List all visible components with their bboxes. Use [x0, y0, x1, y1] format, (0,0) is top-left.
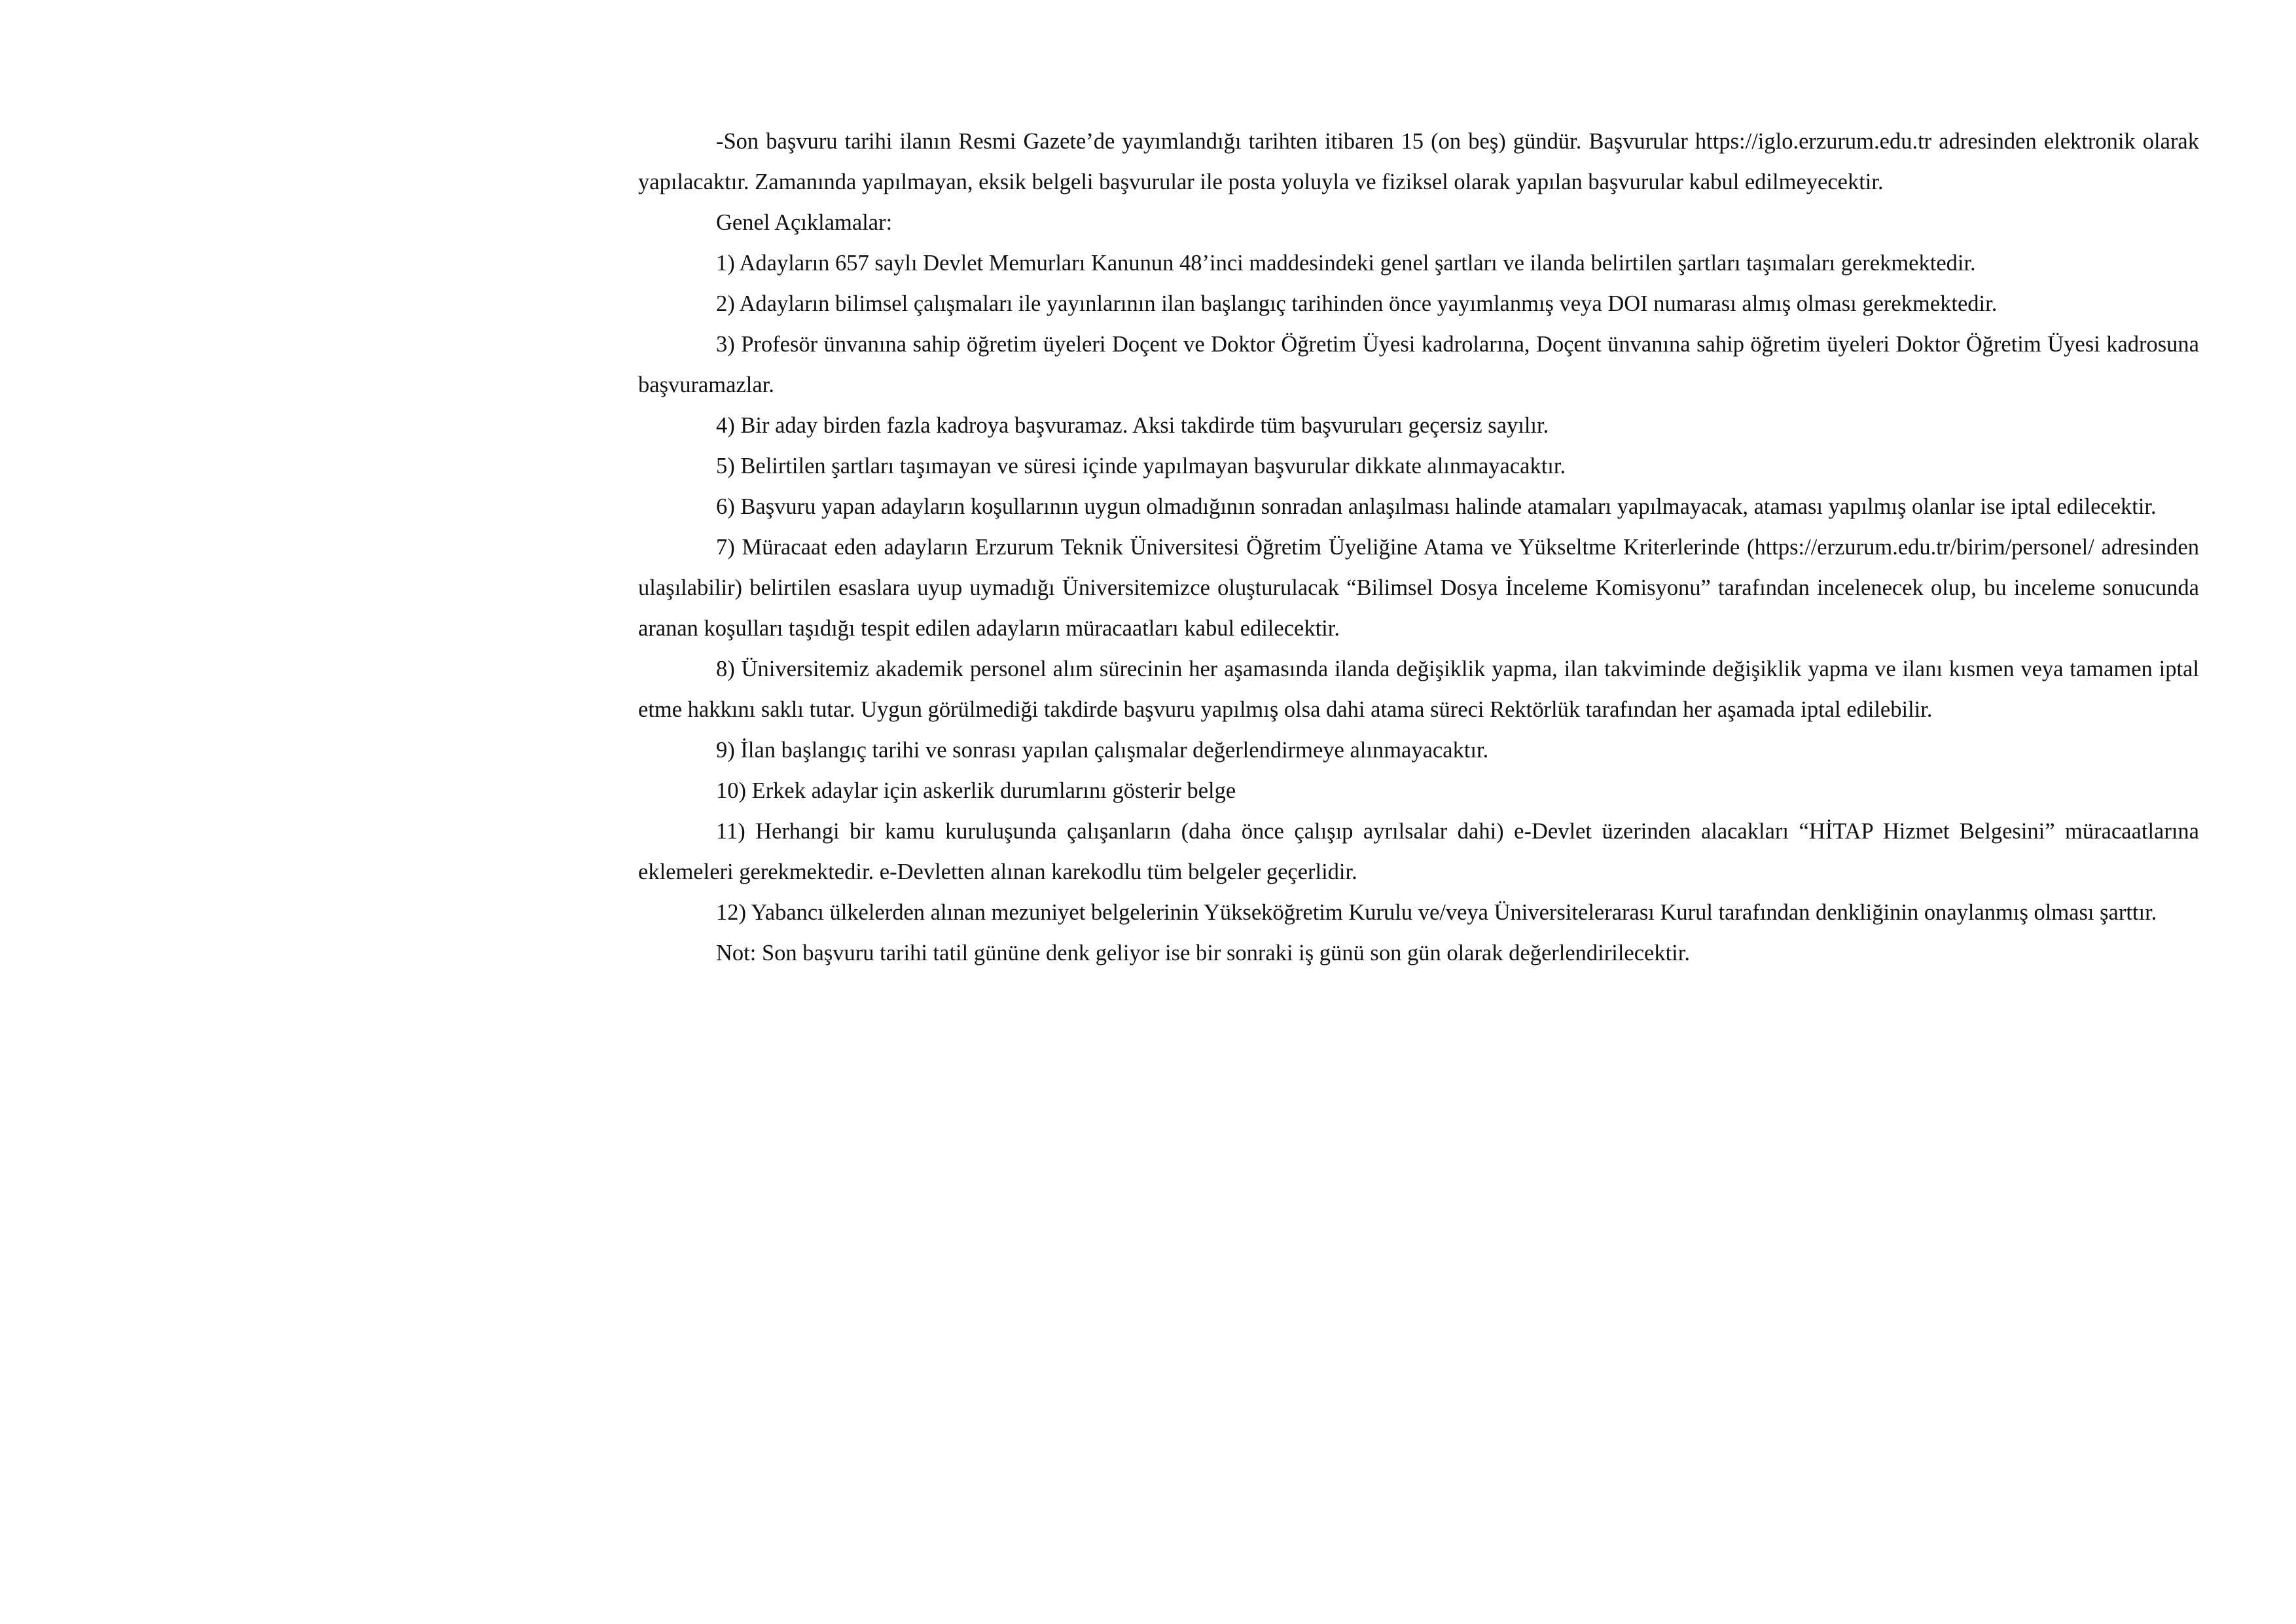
paragraph-deadline: -Son başvuru tarihi ilanın Resmi Gazete’de yayımlandığı tarihten itibaren 15 (on beş) gündür. Başvurular https://iglo.erzurum.edu.tr adresinden elektronik olarak yapılacaktır. Zamanında yapılmayan, eksik belgeli başvurular ile posta yoluyla ve fiziksel olarak yapılan başvurular kabul edilmeyecektir. — [638, 129, 2199, 194]
paragraph-item-4: 4) Bir aday birden fazla kadroya başvuramaz. Aksi takdirde tüm başvuruları geçersiz sayılır. — [716, 413, 1549, 438]
announcement-text — [638, 121, 2199, 973]
paragraph-item-1: 1) Adayların 657 saylı Devlet Memurları Kanunun 48’inci maddesindeki genel şartları ve ilanda belirtilen şartları taşımaları gerekmektedir. — [716, 251, 1976, 276]
paragraph-item-6: 6) Başvuru yapan adayların koşullarının uygun olmadığının sonradan anlaşılması halinde atamaları yapılmayacak, ataması yapılmış olanlar ise iptal edilecektir. — [716, 494, 2157, 519]
paragraph-item-9: 9) İlan başlangıç tarihi ve sonrası yapılan çalışmalar değerlendirmeye alınmayacaktır. — [716, 738, 1489, 763]
paragraph-item-12: 12) Yabancı ülkelerden alınan mezuniyet belgelerinin Yükseköğretim Kurulu ve/veya Üniversitelerarası Kurul tarafından denkliğinin onaylanmış olması şarttır. — [716, 900, 2157, 925]
paragraph-note: Not: Son başvuru tarihi tatil gününe denk geliyor ise bir sonraki iş günü son gün olarak değerlendirilecektir. — [716, 941, 1690, 965]
paragraph-item-10: 10) Erkek adaylar için askerlik durumlarını gösterir belge — [716, 778, 1236, 803]
paragraph-item-8: 8) Üniversitemiz akademik personel alım sürecinin her aşamasında ilanda değişiklik yapma, ilan takviminde değişiklik yapma ve ilanı kısmen veya tamamen iptal etme hakkını saklı tutar. Uygun görülmediği takdirde başvuru yapılmış olsa dahi atama süreci Rektörlük tarafından her aşamada iptal edilebilir. — [638, 657, 2199, 722]
paragraph-item-11: 11) Herhangi bir kamu kuruluşunda çalışanların (daha önce çalışıp ayrılsalar dahi) e-Devlet üzerinden alacakları “HİTAP Hizmet Belgesini” müracaatlarına eklemeleri gerekmektedir. e-Devletten alınan karekodlu tüm belgeler geçerlidir. — [638, 819, 2199, 884]
paragraph-item-5: 5) Belirtilen şartları taşımayan ve süresi içinde yapılmayan başvurular dikkate alınmayacaktır. — [716, 454, 1566, 478]
paragraph-item-2: 2) Adayların bilimsel çalışmaları ile yayınlarının ilan başlangıç tarihinden önce yayımlanmış veya DOI numarası almış olması gerekmektedir. — [716, 291, 1998, 316]
paragraph-item-7: 7) Müracaat eden adayların Erzurum Teknik Üniversitesi Öğretim Üyeliğine Atama ve Yükseltme Kriterlerinde (https://erzurum.edu.tr/birim/personel/ adresinden ulaşılabilir) belirtilen esaslara uyup uymadığı Üniversitemizce oluşturulacak “Bilimsel Dosya İnceleme Komisyonu” tarafından incelenecek olup, bu inceleme sonucunda aranan koşulları taşıdığı tespit edilen adayların müracaatları kabul edilecektir. — [638, 535, 2199, 641]
paragraph-general-heading: Genel Açıklamalar: — [716, 210, 893, 235]
paragraph-item-3: 3) Profesör ünvanına sahip öğretim üyeleri Doçent ve Doktor Öğretim Üyesi kadrolarına, Doçent ünvanına sahip öğretim üyeleri Doktor Öğretim Üyesi kadrosuna başvuramazlar. — [638, 332, 2199, 397]
